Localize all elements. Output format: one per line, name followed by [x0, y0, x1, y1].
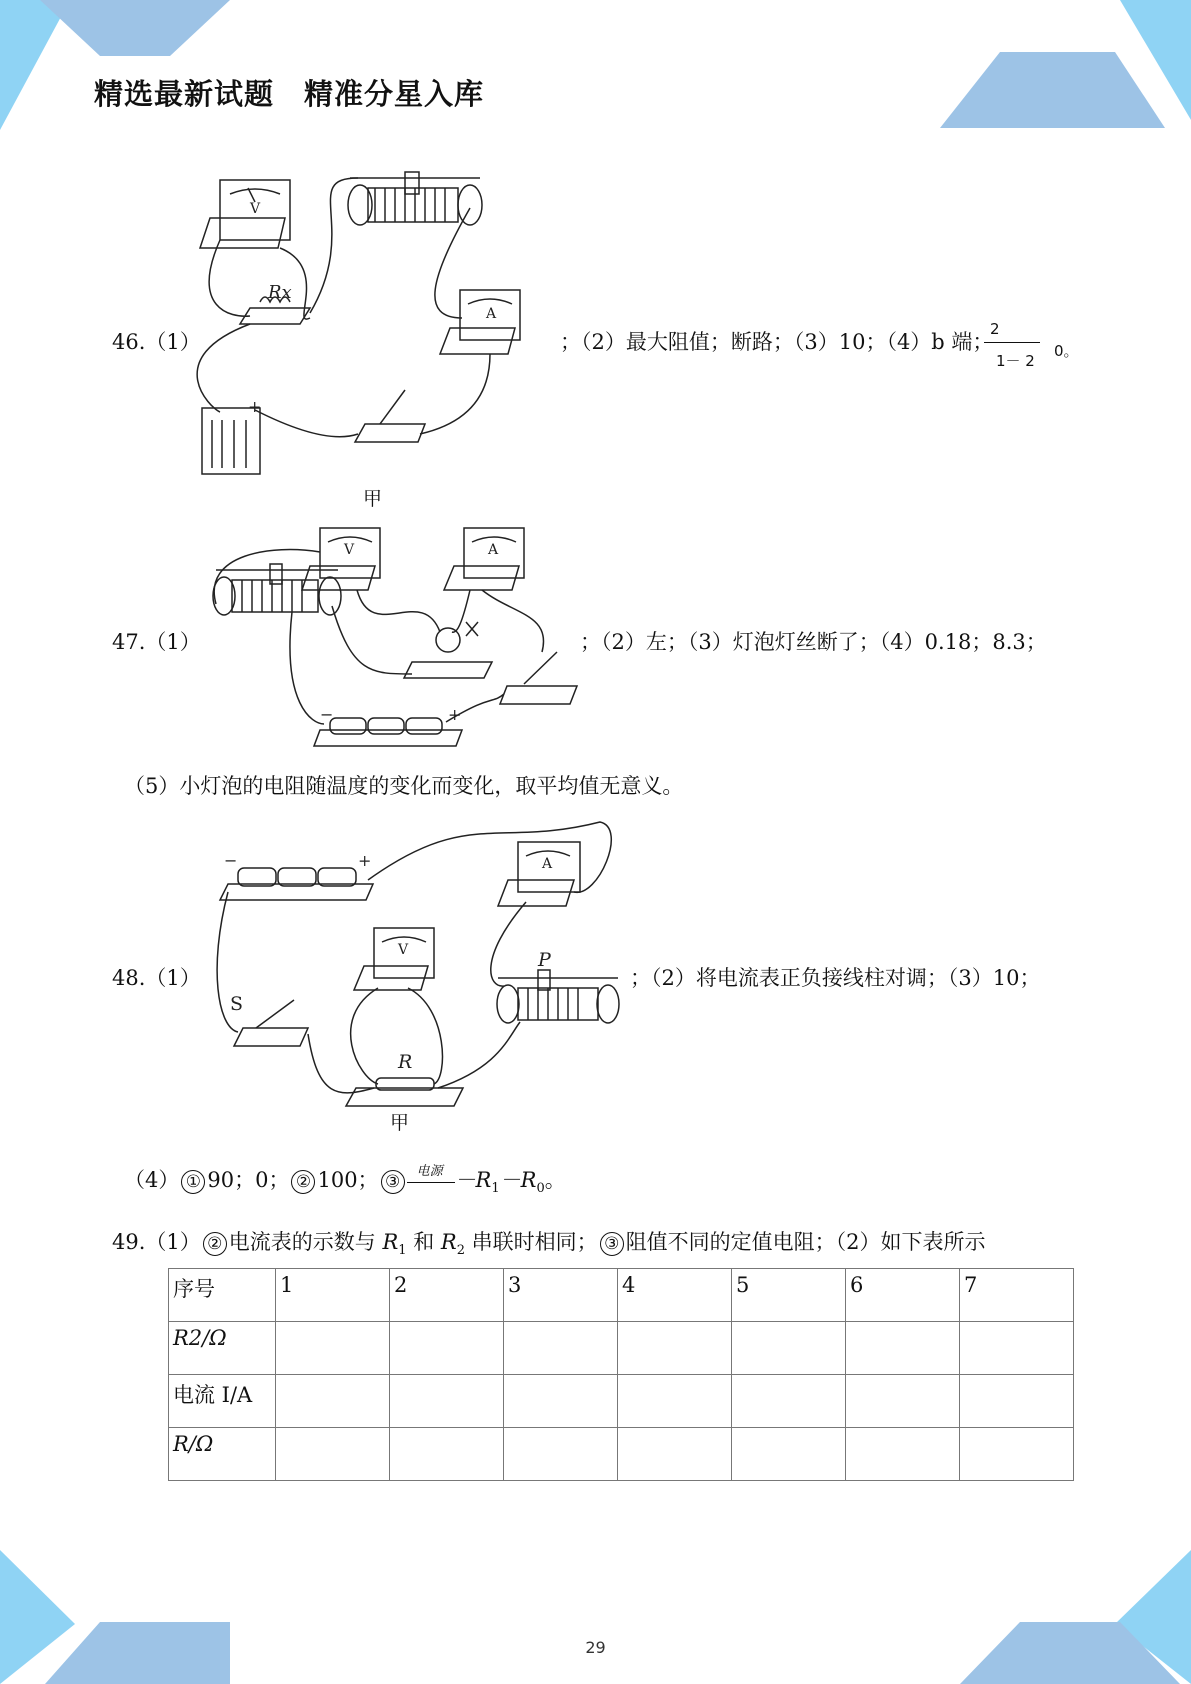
lamp-icon [404, 628, 492, 678]
q46-ammeter-label: A [486, 306, 497, 322]
q48-circuit-figure [208, 818, 628, 1138]
q46-number: 46.（1） [112, 330, 201, 354]
table-row [169, 1375, 1074, 1428]
q48-r-label: R [398, 1051, 413, 1073]
q47-answer-rest: ；（2）左；（3）灯泡灯丝断了；（4）0.18；8.3； [580, 630, 1047, 654]
q47-number: 47.（1） [112, 630, 201, 654]
svg-text:A: A [542, 856, 553, 872]
bottom-left-decoration [0, 1540, 240, 1684]
q46-voltmeter-label: V [250, 201, 261, 217]
q46-circuit-figure [190, 168, 560, 486]
table-header-cell: 4 [618, 1269, 732, 1322]
q46-fraction-bar [984, 342, 1040, 343]
svg-text:+: + [448, 705, 462, 724]
svg-text:+: + [248, 397, 262, 416]
q47-line2: （5）小灯泡的电阻随温度的变化而变化，取平均值无意义。 [124, 774, 684, 798]
q49-line: 49.（1） ② 电流表的示数与 $R_1$ 和 $R_2$ 串联时相同； ③ 阻值不同的定值电阻；（2）如下表所示 [112, 1230, 986, 1259]
table-row-label: R2/Ω [169, 1322, 276, 1375]
rheostat-icon [348, 172, 482, 225]
battery-icon [202, 408, 260, 474]
q46-figure-caption: 甲 [363, 488, 383, 510]
q48-p-label: P [538, 949, 551, 971]
q48-answer-rest: ；（2）将电流表正负接线柱对调；（3）10； [630, 966, 1041, 990]
table-header-cell: 1 [276, 1269, 390, 1322]
table-header-cell: 3 [504, 1269, 618, 1322]
q49-data-table [168, 1268, 1074, 1481]
bottom-right-decoration [930, 1540, 1191, 1684]
voltmeter-icon [200, 180, 290, 248]
table-row [169, 1322, 1074, 1375]
ammeter-icon [444, 528, 524, 590]
rheostat-icon [497, 970, 619, 1023]
q48-fraction-top: 电源 [416, 1163, 443, 1179]
table-header-cell: 2 [390, 1269, 504, 1322]
switch-icon [355, 390, 425, 442]
table-header-cell: 序号 [169, 1269, 276, 1322]
q48-number: 48.（1） [112, 966, 201, 990]
resistor-r-icon [346, 1078, 463, 1106]
table-row [169, 1428, 1074, 1481]
q48-line2: （4） ① 90；0； ② 100； ③ 电源 $-R_1-R_0$。 [124, 1164, 566, 1196]
svg-text:V: V [344, 542, 355, 558]
voltmeter-icon [354, 928, 434, 990]
q46-fraction-numerator: 2 [990, 320, 1000, 338]
table-header-cell: 7 [960, 1269, 1074, 1322]
battery-icon [314, 718, 462, 746]
circled-2: ② [203, 1232, 227, 1256]
table-header-row [169, 1269, 1074, 1322]
table-header-cell: 5 [732, 1269, 846, 1322]
header-title: 精选最新试题 精准分星入库 [94, 77, 485, 111]
q47-circuit-figure [212, 524, 592, 752]
switch-icon [500, 652, 577, 704]
svg-text:−: − [224, 851, 238, 870]
q46-rx-label: Rx [268, 282, 292, 303]
svg-text:−: − [320, 705, 334, 724]
battery-icon [220, 868, 373, 900]
svg-text:A: A [488, 542, 499, 558]
svg-text:V: V [398, 942, 409, 958]
page-number: 29 [585, 1638, 606, 1657]
table-row-label: R/Ω [169, 1428, 276, 1481]
q48-fraction [407, 1163, 455, 1192]
table-header-cell: 6 [846, 1269, 960, 1322]
circled-2: ② [291, 1170, 315, 1194]
table-row-label: 电流 I/A [169, 1375, 276, 1428]
ammeter-icon [498, 842, 580, 906]
q46-fraction-tail: 0。 [1054, 342, 1079, 360]
q48-switch-label: S [230, 993, 244, 1015]
q46-fraction-denominator: 1－ 2 [996, 352, 1035, 370]
switch-icon [234, 1000, 308, 1046]
top-right-decoration [930, 0, 1191, 130]
q48-figure-caption: 甲 [390, 1112, 410, 1134]
svg-text:+: + [358, 851, 372, 870]
circled-1: ① [181, 1170, 205, 1194]
circled-3: ③ [381, 1170, 405, 1194]
q46-answer-rest: ；（2）最大阻值；断路；（3）10；（4）b 端； [560, 330, 994, 354]
circled-3: ③ [600, 1232, 624, 1256]
ammeter-icon [440, 290, 520, 354]
